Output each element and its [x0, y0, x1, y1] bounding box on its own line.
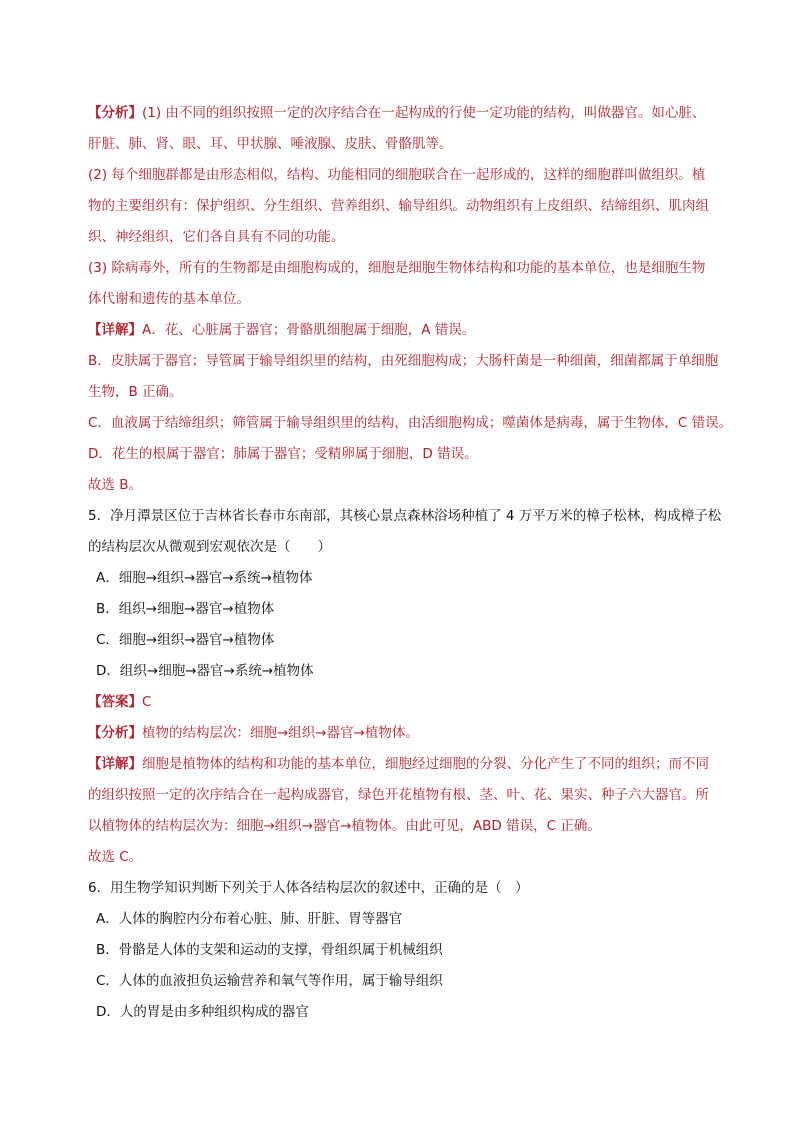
question5-answer: C [142, 694, 152, 710]
question5-analysis-line: 【分析】植物的结构层次：细胞→组织→器官→植物体。 [88, 725, 419, 741]
answer-tag: 【答案】 [88, 694, 142, 710]
question5-option-c: C．细胞→组织→器官→植物体 [96, 632, 275, 648]
detail-line-5: D．花生的根属于器官；肺属于器官；受精卵属于细胞，D 错误。 [88, 446, 478, 462]
question5-detail-line-2: 的组织按照一定的次序结合在一起构成器官，绿色开花植物有根、茎、叶、花、果实、种子六大器官。所 [88, 787, 709, 803]
question5-conclusion: 故选 C。 [88, 849, 143, 865]
analysis-line-1: 【分析】(1) 由不同的组织按照一定的次序结合在一起构成的行使一定功能的结构，叫做器官。如心脏、 [88, 105, 706, 121]
question5-option-a: A．细胞→组织→器官→系统→植物体 [96, 570, 313, 586]
analysis-line-5: 织、神经组织，它们各自具有不同的功能。 [88, 229, 345, 245]
question5-stem-line-2: 的结构层次从微观到宏观依次是（ ） [88, 539, 331, 555]
analysis-line-7: 体代谢和遗传的基本单位。 [88, 291, 250, 307]
question6-stem: 6．用生物学知识判断下列关于人体各结构层次的叙述中，正确的是（ ） [88, 880, 529, 896]
question5-detail-line-3: 以植物体的结构层次为：细胞→组织→器官→植物体。由此可见，ABD 错误，C 正确。 [88, 818, 601, 834]
question5-option-b: B．组织→细胞→器官→植物体 [96, 601, 275, 617]
question6-option-a: A．人体的胸腔内分布着心脏、肺、肝脏、胃等器官 [96, 911, 403, 927]
question5-option-d: D．组织→细胞→器官→系统→植物体 [96, 663, 314, 679]
detail-line-1: 【详解】A．花、心脏属于器官；骨骼肌细胞属于细胞，A 错误。 [88, 322, 476, 338]
detail-line-4: C．血液属于结缔组织；筛管属于输导组织里的结构，由活细胞构成；噬菌体是病毒，属于生物体，C 错误。 [88, 415, 733, 431]
detail-tag: 【详解】 [88, 322, 142, 338]
question6-option-c: C．人体的血液担负运输营养和氧气等作用，属于输导组织 [96, 973, 443, 989]
detail-line-2: B．皮肤属于器官；导管属于输导组织里的结构，由死细胞构成；大肠杆菌是一种细菌，细菌都属于单细胞 [88, 353, 719, 369]
question5-answer-line [88, 692, 151, 712]
analysis-line-6: (3) 除病毒外，所有的生物都是由细胞构成的，细胞是细胞生物体结构和功能的基本单位，也是细胞生物 [88, 260, 706, 276]
analysis-line-3: (2) 每个细胞群都是由形态相似，结构、功能相同的细胞联合在一起形成的，这样的细胞群叫做组织。植 [88, 167, 706, 183]
detail-line-3: 生物，B 正确。 [88, 384, 183, 400]
analysis-tag: 【分析】 [88, 105, 142, 121]
question5-detail-line-1: 【详解】细胞是植物体的结构和功能的基本单位，细胞经过细胞的分裂、分化产生了不同的组织；而不同 [88, 756, 709, 772]
detail-tag-2: 【详解】 [88, 756, 142, 772]
analysis-line-4: 物的主要组织有：保护组织、分生组织、营养组织、输导组织。动物组织有上皮组织、结缔组织、肌肉组 [88, 198, 709, 214]
question5-stem-line-1: 5．净月潭景区位于吉林省长春市东南部，其核心景点森林浴场种植了 4 万平万米的樟子松林，构成樟子松 [88, 508, 722, 524]
section4-conclusion: 故选 B。 [88, 477, 143, 493]
question6-option-d: D．人的胃是由多种组织构成的器官 [96, 1004, 309, 1020]
question6-option-b: B．骨骼是人体的支架和运动的支撑，骨组织属于机械组织 [96, 942, 443, 958]
analysis-tag-2: 【分析】 [88, 725, 142, 741]
analysis-line-2: 肝脏、肺、肾、眼、耳、甲状腺、唾液腺、皮肤、骨骼肌等。 [88, 136, 453, 152]
